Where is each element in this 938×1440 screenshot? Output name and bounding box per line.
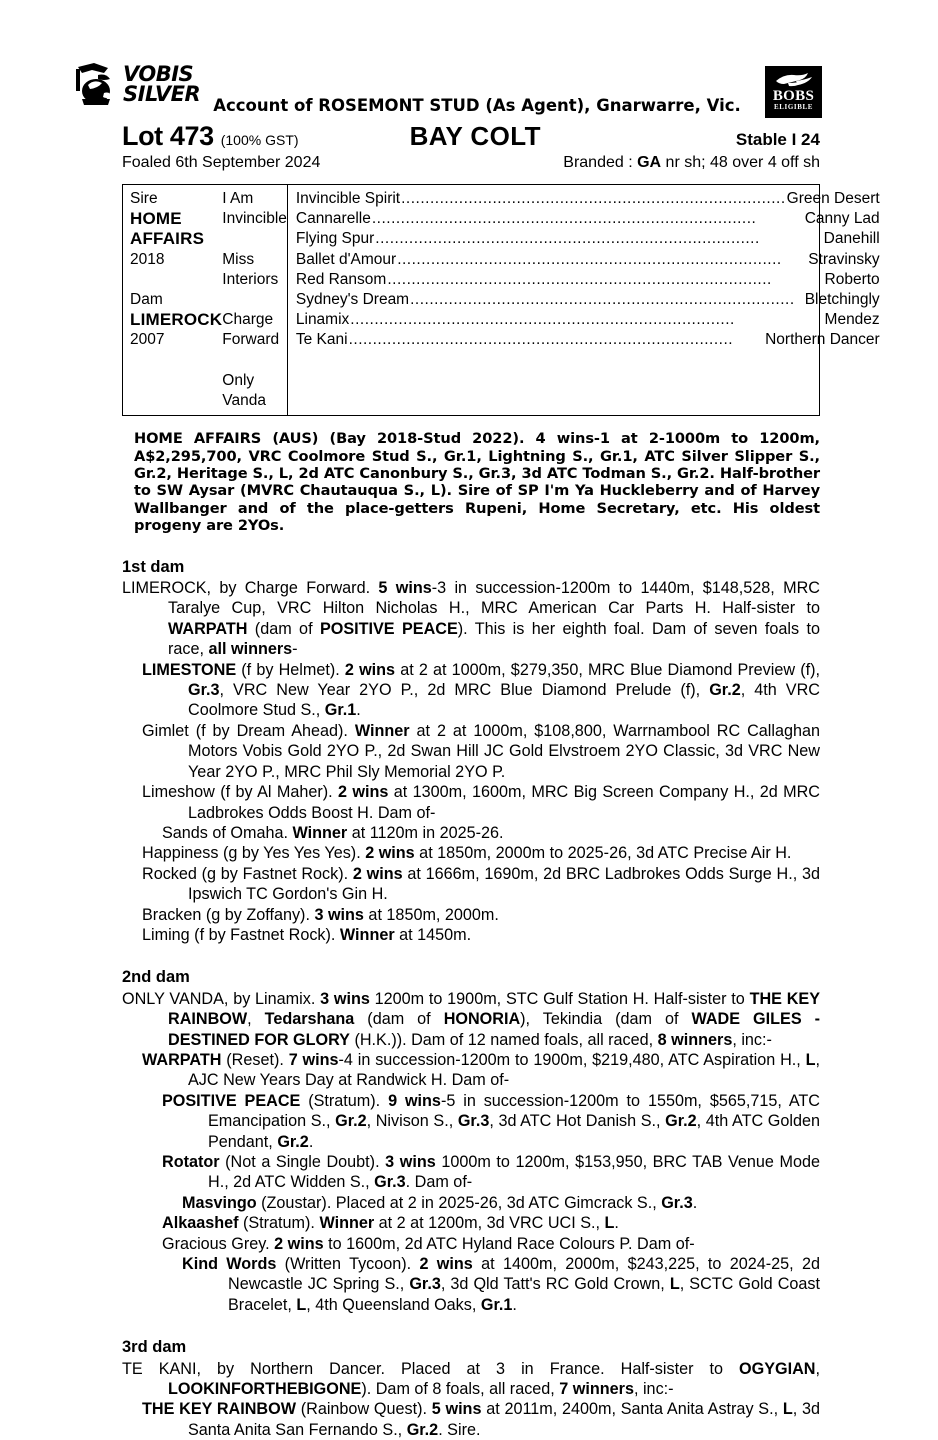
entry-emphasis: Gr.3 (188, 681, 220, 700)
ancestor-right: Green Desert (786, 190, 880, 207)
entry-emphasis: Winner (319, 1214, 375, 1233)
sire-dam: Miss Interiors (222, 250, 279, 288)
gst-note: (100% GST) (220, 132, 299, 148)
entry-text: at 1450m. (394, 925, 472, 944)
pedigree-ancestor-row (296, 250, 886, 270)
page-header (0, 0, 938, 172)
entry-emphasis: WARPATH (142, 1050, 222, 1069)
entry-text: at 1300m, 1600m, MRC Big Screen Company H., 2d MRC Ladbrokes Odds Boost H. Dam of- (188, 783, 820, 822)
entry-emphasis: L (805, 1050, 816, 1069)
pedigree-entry (122, 925, 820, 945)
entry-text: -4 in succession-1200m to 1900m, $219,480, ATC Aspiration H., (338, 1050, 806, 1069)
entry-text: . (512, 1295, 517, 1314)
entry-text: at 1850m, 2000m to 2025-26, 3d ATC Precise Air H. (414, 844, 792, 863)
entry-emphasis: Gr.3 (661, 1193, 693, 1212)
pedigree-entry (122, 843, 820, 863)
entry-text: - (292, 640, 298, 659)
entry-emphasis: Masvingo (182, 1193, 257, 1212)
ancestor-left: Invincible Spirit (295, 190, 401, 207)
pedigree-entry (122, 1359, 820, 1400)
ancestor-right: Mendez (824, 311, 880, 329)
entry-text: . (356, 701, 361, 720)
entry-text: (Stratum). (238, 1214, 320, 1233)
entry-text: . (308, 1132, 314, 1151)
pedigree-ancestor-row (296, 189, 886, 209)
entry-text: . (692, 1193, 698, 1212)
pedigree-column-grandparents (222, 185, 287, 415)
logo-line-2: SILVER (123, 82, 201, 106)
entry-emphasis: 2 wins (344, 660, 396, 679)
entry-emphasis: 2 wins (338, 783, 389, 802)
entry-emphasis: WARPATH (168, 619, 248, 638)
entry-text: Bracken (g by Zoffany). (142, 905, 315, 924)
pedigree-entry (122, 1399, 820, 1440)
entry-text: at 1850m, 2000m. (363, 905, 499, 924)
bobs-eligible-badge (765, 66, 822, 118)
ancestor-right: Canny Lad (804, 210, 880, 228)
entry-emphasis: L (604, 1214, 615, 1233)
entry-text: LIMEROCK, by Charge Forward. (122, 579, 379, 598)
bobs-badge-sub: ELIGIBLE (773, 103, 814, 111)
entry-text: Liming (f by Fastnet Rock). (142, 925, 340, 944)
entry-emphasis: Kind Words (182, 1255, 277, 1274)
ancestor-left: Sydney's Dream (295, 291, 410, 309)
entry-emphasis: 2 wins (352, 864, 403, 883)
vobis-horse-jockey-logo-icon (74, 61, 120, 107)
entry-emphasis: Gr.3 (374, 1173, 406, 1192)
ancestor-right: Roberto (824, 270, 880, 288)
pedigree-ancestor-row (296, 310, 886, 330)
entry-emphasis: Gr.2 (709, 681, 741, 700)
dot-leader: ................................................................................ (375, 230, 760, 248)
dot-leader: ................................................................................ (348, 331, 734, 349)
dam-section-heading: 2nd dam (122, 968, 190, 987)
pedigree-entry (122, 823, 820, 843)
ancestor-right: Bletchingly (804, 291, 880, 309)
entry-emphasis: WADE GILES - DESTINED FOR GLORY (168, 1010, 820, 1049)
ancestor-right: Danehill (823, 230, 880, 248)
pedigree-entry (122, 1254, 820, 1315)
pedigree-entry (122, 660, 820, 721)
entry-text: Gracious Grey. (162, 1234, 275, 1253)
bobs-badge-name: BOBS (772, 88, 815, 104)
lot-title-row (0, 121, 938, 152)
dam-section-heading: 3rd dam (122, 1338, 187, 1357)
branded-label: Branded : (563, 154, 638, 171)
entry-text: (Not a Single Doubt). (219, 1153, 386, 1171)
entry-text: , inc:- (633, 1380, 674, 1399)
stable-number: Stable I 24 (735, 130, 820, 149)
pedigree-ancestor-row (296, 270, 886, 290)
entry-text: TE KANI, by Northern Dancer. Placed at 3 in France. Half-sister to (122, 1359, 740, 1378)
entry-emphasis: 7 winners (559, 1380, 634, 1399)
entry-text: (Written Tycoon). (276, 1255, 420, 1274)
entry-emphasis: 3 wins (314, 905, 364, 924)
entry-text: . Sire. (438, 1420, 481, 1439)
entry-text: . (614, 1214, 619, 1233)
entry-text: , 3d Qld Tatt's RC Gold Crown, (440, 1275, 670, 1294)
entry-emphasis: Gr.1 (324, 701, 357, 720)
ancestor-left: Linamix (295, 311, 350, 329)
entry-text: , 3d ATC Hot Danish S., (489, 1112, 666, 1131)
pedigree-entry (122, 721, 820, 782)
entry-emphasis: HONORIA (443, 1010, 521, 1029)
dot-leader: ................................................................................ (397, 250, 782, 268)
branded-info (563, 154, 820, 172)
ancestor-left: Flying Spur (295, 230, 375, 248)
entry-emphasis: Gr.2 (335, 1112, 367, 1131)
entry-text: (Stratum). (300, 1091, 389, 1110)
dam-sire: Charge Forward (222, 311, 280, 349)
entry-emphasis: POSITIVE PEACE (162, 1091, 301, 1110)
entry-emphasis: OGYGIAN (739, 1359, 816, 1378)
entry-text: , AJC New Years Day at Randwick H. Dam of- (188, 1050, 820, 1090)
dam-name: LIMEROCK (130, 310, 223, 330)
entry-text: 1200m to 1900m, STC Gulf Station H. Half-sister to (369, 989, 750, 1008)
entry-text: ONLY VANDA, by Linamix. (122, 989, 321, 1008)
dot-leader: ................................................................................ (401, 190, 786, 207)
entry-emphasis: Tedarshana (264, 1010, 355, 1029)
pedigree-column-parents (123, 185, 222, 415)
entry-text: ). Dam of 8 foals, all raced, (361, 1380, 560, 1399)
entry-text: 1000m to 1200m, $153,950, BRC TAB Venue Mode H., 2d ATC Widden S., (208, 1153, 820, 1192)
logo-line-1: VOBIS (123, 62, 194, 86)
pedigree-ancestor-row (296, 229, 886, 249)
entry-emphasis: Gr.2 (277, 1132, 309, 1151)
entry-emphasis: Winner (354, 721, 410, 740)
pedigree-ancestor-row (296, 290, 886, 310)
entry-text: (dam of (247, 619, 320, 638)
entry-text: , 4th Queensland Oaks, (306, 1295, 481, 1314)
pedigree-entry (122, 905, 820, 925)
entry-text: at 2011m, 2400m, Santa Anita Astray S., (481, 1400, 783, 1419)
dot-leader: ................................................................................ (387, 270, 772, 288)
entry-emphasis: 2 wins (365, 844, 415, 863)
branded-detail: nr sh; 48 over 4 off sh (661, 154, 820, 171)
entry-emphasis: THE KEY RAINBOW (142, 1400, 296, 1419)
entry-text: , Nivison S., (366, 1112, 458, 1131)
entry-emphasis: Alkaashef (162, 1214, 239, 1233)
entry-text: , VRC New Year 2YO P., 2d MRC Blue Diamond Prelude (f), (219, 681, 710, 700)
entry-text: , 4th ATC Golden Pendant, (208, 1112, 820, 1151)
entry-text: -5 in succession-1200m to 1550m, $565,715, ATC Emancipation S., (208, 1091, 820, 1131)
entry-text: Rocked (g by Fastnet Rock). (142, 864, 353, 883)
ancestor-left: Cannarelle (295, 210, 371, 228)
pedigree-spacer (222, 229, 287, 249)
pedigree-entry (122, 782, 820, 823)
foaled-branded-row (0, 154, 938, 172)
ancestor-left: Te Kani (295, 331, 348, 349)
entry-text: at 2 at 1000m, $279,350, MRC Blue Diamond Preview (f), (395, 660, 820, 679)
pedigree-entry (122, 1234, 820, 1254)
pedigree-entry (122, 1213, 820, 1233)
entry-emphasis: 3 wins (385, 1153, 436, 1171)
entry-text: (Zoustar). Placed at 2 in 2025-26, 3d ATC Gimcrack S., (256, 1193, 662, 1212)
pedigree-column-great-grandparents (287, 185, 886, 415)
foaled-date: Foaled 6th September 2024 (122, 154, 321, 171)
entry-emphasis: THE KEY RAINBOW (168, 989, 820, 1029)
entry-text: at 1400m, 2000m, $243,225, to 2024-25, 2d Newcastle JC Spring S., (228, 1255, 820, 1294)
dam-year: 2007 (130, 331, 165, 349)
pedigree-spacer (222, 290, 287, 310)
entry-text: , 3d Santa Anita San Fernando S., (188, 1400, 820, 1439)
entry-emphasis: 8 winners (657, 1030, 733, 1049)
pedigree-entry (122, 864, 820, 905)
entry-text: at 1120m in 2025-26. (347, 823, 504, 842)
bobs-horse-head-icon (774, 72, 814, 88)
entry-emphasis: L (782, 1400, 793, 1419)
dot-leader: ................................................................................ (350, 311, 735, 329)
vobis-silver-wordmark (123, 64, 200, 104)
sire-summary-paragraph: HOME AFFAIRS (AUS) (Bay 2018-Stud 2022). 4 wins-1 at 2-1000m to 1200m, A$2,295,700, VRC Coolmore Stud S., Gr.1, Lightning S., Gr.1, ATC Silver Slipper S., Gr.2, Heritage S., L, 2d ATC Canonbury S., Gr.3, 3d ATC Todman S., Gr.2. Half-brother to SW Aysar (MVRC Chautauqua S., L). Sire of SP I'm Ya Huckleberry and of Harvey Wallbanger and of the place-getters Rupeni, Home Secretary, etc. His oldest progeny are 2YOs. (134, 430, 820, 535)
entry-text: , inc:- (732, 1030, 772, 1049)
entry-text: , SCTC Gold Coast Bracelet, (228, 1275, 820, 1314)
dam-dam: Only Vanda (222, 371, 266, 409)
entry-emphasis: Rotator (162, 1153, 220, 1171)
pedigree-entry (122, 1193, 820, 1213)
dam-label: Dam (130, 291, 163, 308)
ancestor-left: Red Ransom (295, 270, 387, 288)
entry-emphasis: Gr.2 (665, 1112, 697, 1131)
branded-code: GA (637, 154, 662, 171)
entry-text: to 1600m, 2d ATC Hyland Race Colours P. Dam of- (323, 1234, 695, 1253)
entry-text: , (247, 1010, 265, 1029)
entry-text: . Dam of- (405, 1173, 473, 1192)
pedigree-entry (122, 1050, 820, 1091)
pedigree-spacer (222, 351, 287, 371)
dam-section-heading: 1st dam (122, 557, 185, 576)
entry-emphasis: POSITIVE PEACE (319, 619, 458, 638)
sire-name: HOME AFFAIRS (130, 209, 205, 249)
entry-text: ). This is her eighth foal. Dam of seven foals to race, (168, 619, 820, 659)
entry-text: Gimlet (f by Dream Ahead). (142, 721, 355, 740)
pedigree-table (122, 184, 880, 416)
entry-text: at 2 at 1000m, $108,800, Warrnambool RC Callaghan Motors Vobis Gold 2YO P., 2d Swan Hill JC Gold Elvstroem 2YO Classic, 3d VRC New Year 2YO P., MRC Phil Sly Memorial 2YO P. (188, 721, 820, 781)
pedigree-entry (122, 1152, 820, 1193)
pedigree-text-body (122, 557, 820, 1440)
lot-number: Lot 473 (122, 121, 214, 151)
vobis-silver-logo (74, 58, 214, 110)
entry-text: (f by Helmet). (236, 660, 345, 679)
pedigree-ancestor-row (296, 330, 886, 350)
pedigree-ancestor-row (296, 209, 886, 229)
entry-text: (Reset). (221, 1050, 289, 1069)
entry-text: , 4th VRC Coolmore Stud S., (188, 681, 820, 720)
entry-text: Limeshow (f by Al Maher). (142, 783, 339, 802)
entry-emphasis: Winner (292, 823, 348, 842)
entry-text: -3 in succession-1200m to 1440m, $148,528, MRC Taralye Cup, VRC Hilton Nicholas H., MRC American Car Parts H. Half-sister to (168, 579, 820, 618)
pedigree-entry (122, 578, 820, 660)
ancestor-right: Stravinsky (808, 250, 880, 268)
pedigree-entry (122, 989, 820, 1050)
pedigree-spacer (130, 270, 222, 290)
entry-emphasis: 3 wins (320, 989, 370, 1008)
entry-emphasis: Gr.1 (480, 1295, 513, 1314)
entry-text: Sands of Omaha. (162, 823, 293, 842)
entry-emphasis: all winners (208, 640, 293, 659)
entry-emphasis: LOOKINFORTHEBIGONE (168, 1380, 362, 1399)
sire-label: Sire (130, 190, 158, 207)
entry-emphasis: 5 wins (378, 579, 432, 598)
entry-text: ), Tekindia (dam of (520, 1010, 692, 1029)
sire-sire: I Am Invincible (222, 190, 287, 228)
entry-emphasis: LIMESTONE (142, 660, 237, 679)
entry-text: (Rainbow Quest). (296, 1400, 432, 1419)
entry-emphasis: 2 wins (419, 1255, 473, 1274)
ancestor-left: Ballet d'Amour (295, 250, 397, 268)
dot-leader: ................................................................................ (410, 291, 795, 309)
entry-emphasis: 7 wins (288, 1050, 339, 1069)
entry-emphasis: Gr.2 (406, 1420, 439, 1439)
entry-text: at 2 at 1200m, 3d VRC UCI S., (374, 1214, 605, 1233)
entry-text: (H.K.)). Dam of 12 named foals, all raced, (349, 1030, 658, 1049)
entry-text: , (815, 1359, 820, 1378)
entry-emphasis: L (296, 1295, 307, 1314)
pedigree-entry (122, 1091, 820, 1152)
entry-text: at 1666m, 1690m, 2d BRC Ladbrokes Odds Surge H., 3d Ipswich TC Gordon's Gin H. (188, 864, 820, 904)
sire-year: 2018 (130, 250, 165, 268)
entry-emphasis: Gr.3 (409, 1275, 441, 1294)
entry-emphasis: Winner (339, 925, 395, 944)
dot-leader: ................................................................................ (371, 210, 757, 228)
account-line: Account of ROSEMONT STUD (As Agent), Gnarwarre, Vic. (213, 96, 741, 115)
entry-emphasis: Gr.3 (457, 1112, 490, 1131)
entry-text: Happiness (g by Yes Yes Yes). (142, 844, 366, 863)
entry-emphasis: 5 wins (431, 1400, 482, 1419)
horse-description: BAY COLT (409, 121, 541, 151)
entry-emphasis: 9 wins (388, 1091, 441, 1110)
entry-emphasis: 2 wins (274, 1234, 324, 1253)
entry-text: (dam of (354, 1010, 444, 1029)
ancestor-right: Northern Dancer (765, 331, 880, 349)
entry-emphasis: L (669, 1275, 680, 1294)
